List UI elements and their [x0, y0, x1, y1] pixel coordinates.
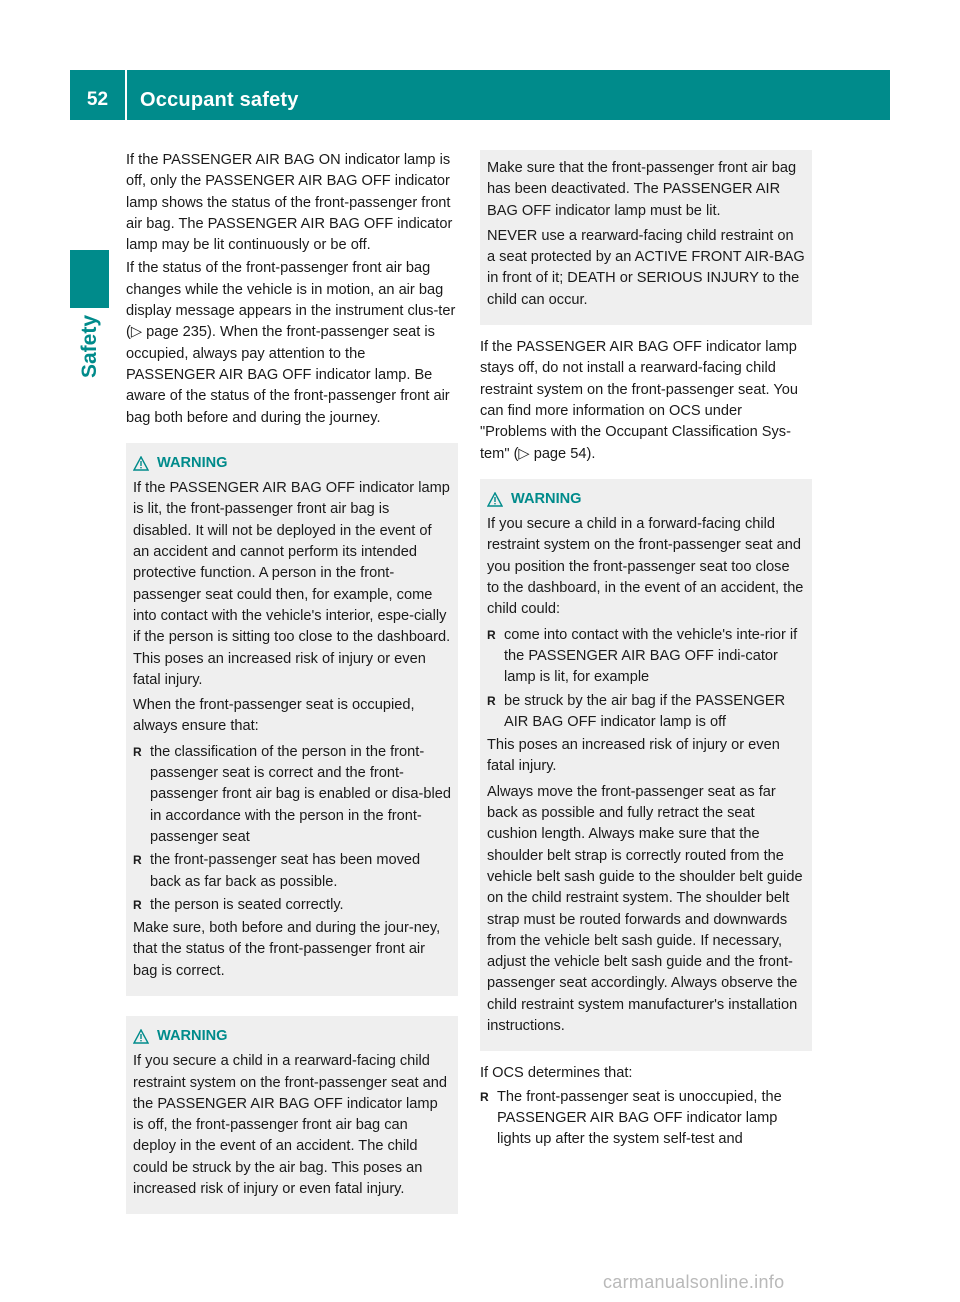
ocs-paragraph: If the PASSENGER AIR BAG OFF indicator lamp stays off, do not install a rearward-facing child restraint system on the front-passenger seat. You can find more information on OCS under "Problems with the Occupant Classification Sys-tem" (▷ page 54).	[480, 339, 798, 462]
warning-box-1	[126, 443, 458, 996]
warning-3-text-3: Always move the front-passenger seat as far back as possible and fully retract the seat cushion length. Always make sure that the shoulder belt strap is correctly routed from the vehicle belt sash guide to the shoulder belt guide on the child restraint system. The shoulder belt strap must be routed forwards and downwards from the vehicle belt sash guide. If necessary, adjust the vehicle belt sash guide and the front-passenger seat accordingly. Always observe the child restraint system manufacturer's installation instructions.	[487, 783, 803, 1034]
left-column	[126, 150, 458, 1214]
warning-box-3	[480, 479, 812, 1051]
warning-3-text-2: This poses an increased risk of injury or even fatal injury.	[487, 737, 780, 775]
warning-1-text-3: Make sure, both before and during the jour-ney, that the status of the front-passenger front air bag is correct.	[133, 920, 441, 979]
warning-heading	[133, 1026, 451, 1047]
list-item: R be struck by the air bag if the PASSENGER AIR BAG OFF indicator lamp is off	[487, 691, 805, 734]
list-item: R the front-passenger seat has been moved back as far back as possible.	[133, 850, 451, 893]
warning-3-bullet-list	[487, 625, 805, 733]
warning-heading-text: WARNING	[157, 454, 228, 471]
side-tab-marker	[70, 250, 109, 308]
warning-continuation-box	[480, 150, 812, 325]
warning-2-text-1: If you secure a child in a rearward-facing child restraint system on the front-passenger seat and the PASSENGER AIR BAG OFF indicator lamp is off, the front-passenger front air bag can deploy in the event of an accident. The child could be struck by the air bag. This poses an increased risk of injury or even fatal injury.	[133, 1053, 447, 1198]
list-item: R the classification of the person in the front-passenger seat is correct and the front-passenger front air bag is enabled or disa-bled in accordance with the person in the front-passenger seat	[133, 742, 451, 848]
ocs-determines-paragraph: If OCS determines that:	[480, 1065, 633, 1082]
ocs-bullet-list	[480, 1087, 812, 1151]
intro-paragraph-2: If the status of the front-passenger front air bag changes while the vehicle is in motion, an air bag display message appears in the instrument clus-ter (▷ page 235). When the front-passenger seat is occupied, always pay attention to the PASSENGER AIR BAG OFF indicator lamp. Be aware of the status of the front-passenger front air bag both before and during the journey.	[126, 260, 456, 426]
page-number: 52	[86, 89, 109, 110]
side-section-label-text: Safety	[78, 314, 101, 378]
warning-box-2	[126, 1016, 458, 1214]
warning-1-text-2: When the front-passenger seat is occupied, always ensure that:	[133, 697, 415, 735]
continuation-text-2: NEVER use a rearward-facing child restraint on a seat protected by an ACTIVE FRONT AIR-BAG in front of it; DEATH or SERIOUS INJURY to the child can occur.	[487, 227, 805, 308]
watermark: carmanualsonline.info	[603, 1272, 785, 1292]
page-title: Occupant safety	[140, 89, 299, 111]
right-column	[480, 150, 812, 1152]
intro-paragraph-1: If the PASSENGER AIR BAG ON indicator lamp is off, only the PASSENGER AIR BAG OFF indicator lamp shows the status of the front-passenger front air bag. The PASSENGER AIR BAG OFF indicator lamp may be lit continuously or be off.	[126, 152, 453, 254]
list-item: R come into contact with the vehicle's inte-rior if the PASSENGER AIR BAG OFF indi-cator lamp is lit, for example	[487, 625, 805, 689]
warning-1-text-1: If the PASSENGER AIR BAG OFF indicator lamp is lit, the front-passenger front air bag is disabled. It will not be deployed in the event of an accident and cannot perform its intended protective function. A person in the front-passenger seat could then, for example, come into contact with the vehicle's interior, espe-cially if the person is sitting too close to the dashboard. This poses an increased risk of injury or even fatal injury.	[133, 480, 451, 688]
continuation-text-1: Make sure that the front-passenger front air bag has been deactivated. The PASSENGER AIR BAG OFF indicator lamp must be lit.	[487, 160, 797, 219]
warning-heading-text: WARNING	[157, 1027, 228, 1044]
header-divider	[125, 70, 127, 120]
list-item: R the person is seated correctly.	[133, 895, 451, 916]
warning-heading	[487, 489, 805, 510]
warning-triangle-icon	[133, 1029, 149, 1044]
warning-triangle-icon	[487, 492, 503, 507]
list-item: R The front-passenger seat is unoccupied, the PASSENGER AIR BAG OFF indicator lamp lights up after the system self-test and	[480, 1087, 812, 1151]
warning-heading-text: WARNING	[511, 490, 582, 507]
warning-heading	[133, 453, 451, 474]
warning-triangle-icon	[133, 456, 149, 471]
warning-3-text-1: If you secure a child in a forward-facing child restraint system on the front-passenger seat and you position the front-passenger seat too close to the dashboard, in the event of an accident, the child could:	[487, 516, 804, 618]
warning-1-bullet-list	[133, 742, 451, 916]
